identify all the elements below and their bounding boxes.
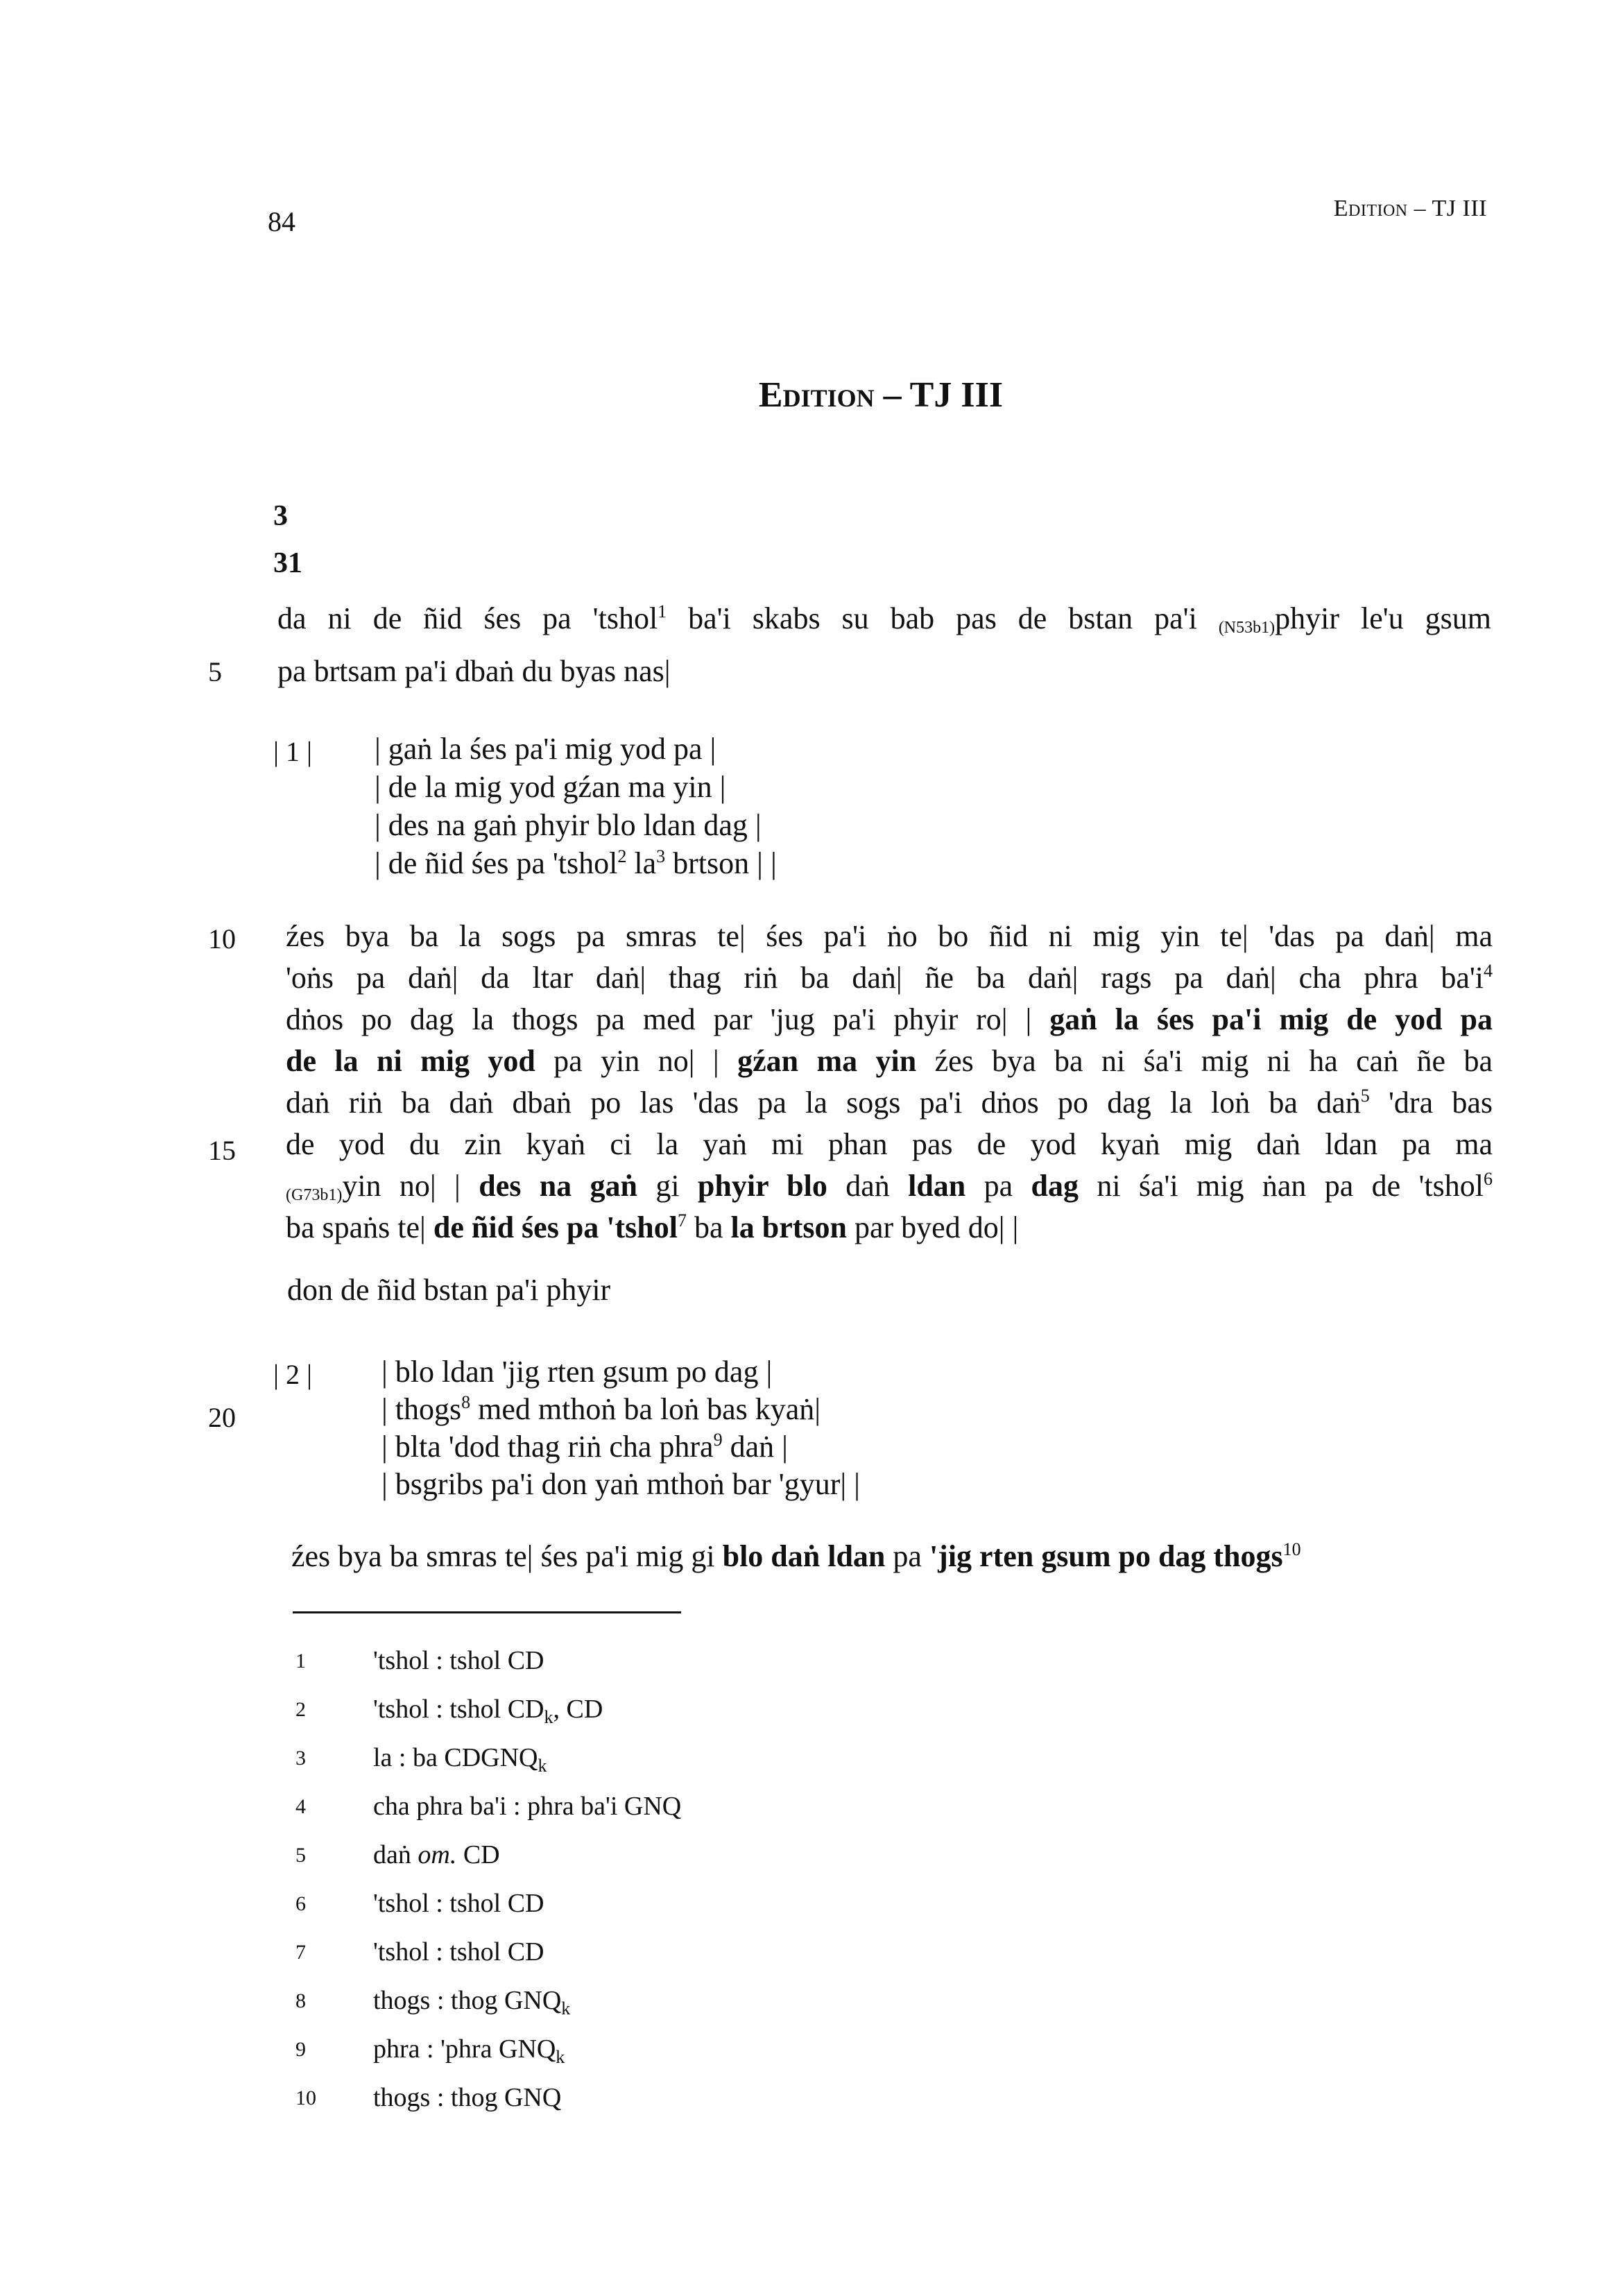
footnote-number: 9 xyxy=(295,2038,306,2061)
text-run: la xyxy=(626,846,657,880)
footnote-number: 8 xyxy=(295,1989,306,2012)
text-line xyxy=(381,1432,788,1462)
text-line xyxy=(375,734,716,764)
footnote-text xyxy=(373,1694,603,1727)
footnote-ref: 8 xyxy=(461,1392,471,1412)
text-run: de yod du zin kyaṅ ci la yaṅ mi phan pas de yod kyaṅ mig daṅ ldan pa ma xyxy=(286,1127,1493,1161)
text-run: ba xyxy=(686,1210,731,1244)
text-run: dṅos po dag la thogs pa med par 'jug pa'i phyir ro| | xyxy=(286,1002,1050,1036)
text-run: ni śa'i mig ṅan pa de 'tshol xyxy=(1078,1169,1484,1203)
subsection-number: 31 xyxy=(273,547,302,579)
line-number: 10 xyxy=(208,923,236,954)
bold-text: blo daṅ ldan xyxy=(722,1539,886,1573)
footnote-ref: 3 xyxy=(656,846,666,866)
footnote-text xyxy=(373,1791,681,1822)
text-run: thogs : thog GNQ xyxy=(373,2083,562,2112)
footnote-text xyxy=(373,1645,544,1676)
footnote-number: 1 xyxy=(295,1650,306,1672)
footnote-text xyxy=(373,2034,565,2067)
bold-text: gźan ma yin xyxy=(737,1044,917,1078)
witness-subscript: k xyxy=(556,2047,565,2067)
text-run: gi xyxy=(637,1169,698,1203)
witness-subscript: k xyxy=(538,1756,547,1776)
folio-siglum: (N53b1) xyxy=(1218,619,1276,637)
text-line xyxy=(286,1169,1493,1204)
text-run: źes bya ba smras te| śes pa'i mig gi xyxy=(291,1539,723,1573)
text-line xyxy=(286,963,1493,993)
text-run: brtson | | xyxy=(665,846,777,880)
page-title: Edition – TJ III xyxy=(758,375,1004,415)
footnote-ref: 10 xyxy=(1282,1539,1301,1559)
bold-text: de la ni mig yod xyxy=(286,1044,535,1078)
running-head: Edition – TJ III xyxy=(1333,196,1487,221)
footnote-ref: 2 xyxy=(617,846,627,866)
line-number: 20 xyxy=(208,1402,236,1433)
text-line xyxy=(277,601,1491,637)
text-run: pa yin no| | xyxy=(535,1044,738,1078)
text-line xyxy=(375,848,777,879)
text-run: la : ba CDGNQ xyxy=(373,1743,538,1772)
text-run: daṅ | xyxy=(722,1430,788,1464)
text-run: | bsgribs pa'i don yaṅ mthoṅ bar 'gyur| | xyxy=(381,1467,860,1501)
text-line xyxy=(286,921,1493,952)
line-number: 5 xyxy=(208,656,222,687)
folio-siglum: (G73b1) xyxy=(286,1186,343,1204)
text-run: med mthoṅ ba loṅ bas kyaṅ| xyxy=(470,1392,821,1426)
bold-text: dag xyxy=(1031,1169,1079,1203)
bold-text: des na gaṅ xyxy=(479,1169,637,1203)
text-run: | de ñid śes pa 'tshol xyxy=(375,846,618,880)
text-run: daṅ xyxy=(373,1840,418,1869)
bold-text: 'jig rten gsum po dag thogs xyxy=(929,1539,1283,1573)
footnote-number: 5 xyxy=(295,1844,306,1867)
verse-marker: | 1 | xyxy=(273,736,313,767)
footnote-number: 4 xyxy=(295,1795,306,1818)
page-number: 84 xyxy=(268,206,295,237)
text-run: | thogs xyxy=(381,1392,462,1426)
text-run: phra : 'phra GNQ xyxy=(373,2034,556,2064)
text-run: pa xyxy=(965,1169,1031,1203)
text-run: cha phra ba'i : phra ba'i GNQ xyxy=(373,1792,682,1821)
bold-text: de ñid śes pa 'tshol xyxy=(433,1210,678,1244)
text-run: 'oṅs pa daṅ| da ltar daṅ| thag riṅ ba daṅ| ñe ba daṅ| rags pa daṅ| cha phra ba'i xyxy=(286,961,1484,995)
text-run: źes bya ba la sogs pa smras te| śes pa'i ṅo bo ñid ni mig yin te| 'das pa daṅ| ma xyxy=(286,919,1493,953)
footnote-number: 10 xyxy=(295,2087,316,2109)
text-run: thogs : thog GNQ xyxy=(373,1986,562,2015)
witness-subscript: k xyxy=(544,1707,553,1727)
footnote-number: 6 xyxy=(295,1892,306,1915)
text-run: par byed do| | xyxy=(847,1210,1019,1244)
text-run: pa xyxy=(885,1539,929,1573)
footnote-text xyxy=(373,1840,500,1870)
text-line xyxy=(375,810,762,841)
section-number: 3 xyxy=(273,500,288,532)
text-run: da ni de ñid śes pa 'tshol xyxy=(277,601,658,635)
text-run: yin no| | xyxy=(342,1169,479,1203)
footnote-ref: 4 xyxy=(1484,961,1493,981)
text-run: CD xyxy=(456,1840,500,1869)
footnote-ref: 9 xyxy=(713,1430,723,1450)
text-line xyxy=(286,1129,1493,1160)
footnote-ref: 6 xyxy=(1484,1169,1493,1189)
footnote-divider xyxy=(293,1611,681,1613)
text-run: , CD xyxy=(553,1695,603,1724)
footnote-ref: 5 xyxy=(1360,1086,1370,1106)
bold-text: ldan xyxy=(908,1169,966,1203)
text-run: daṅ riṅ ba daṅ dbaṅ po las 'das pa la sogs pa'i dṅos po dag la loṅ ba daṅ xyxy=(286,1086,1361,1120)
footnote-number: 3 xyxy=(295,1747,306,1770)
bold-text: la brtson xyxy=(730,1210,847,1244)
footnote-ref: 1 xyxy=(658,601,667,622)
text-run: daṅ xyxy=(827,1169,909,1203)
text-line xyxy=(287,1275,610,1305)
text-run: 'tshol : tshol CD xyxy=(373,1889,544,1918)
text-run: | blta 'dod thag riṅ cha phra xyxy=(381,1430,714,1464)
text-run: | de la mig yod gźan ma yin | xyxy=(375,770,726,804)
text-line xyxy=(286,1046,1493,1077)
witness-subscript: k xyxy=(561,1998,571,2019)
text-run: pa brtsam pa'i dbaṅ du byas nas| xyxy=(277,654,671,688)
footnote-text xyxy=(373,1888,544,1919)
text-line xyxy=(291,1541,1301,1572)
text-line xyxy=(286,1088,1493,1118)
text-run: phyir le'u gsum xyxy=(1275,601,1491,635)
text-line xyxy=(381,1394,821,1425)
line-number: 15 xyxy=(208,1135,236,1166)
text-run: 'tshol : tshol CD xyxy=(373,1695,544,1724)
text-run: | gaṅ la śes pa'i mig yod pa | xyxy=(375,732,716,766)
text-line xyxy=(277,656,671,687)
footnote-text xyxy=(373,1985,571,2019)
text-line xyxy=(375,772,725,803)
verse-marker: | 2 | xyxy=(273,1359,313,1390)
text-line xyxy=(286,1004,1493,1035)
footnote-number: 7 xyxy=(295,1941,306,1964)
text-line xyxy=(381,1469,860,1500)
bold-text: phyir blo xyxy=(697,1169,827,1203)
text-run: | des na gaṅ phyir blo ldan dag | xyxy=(375,808,762,842)
text-line xyxy=(381,1357,772,1387)
footnote-text xyxy=(373,1937,544,1967)
text-line xyxy=(286,1210,1019,1244)
italic-text: om. xyxy=(418,1840,457,1869)
text-run: ba'i skabs su bab pas de bstan pa'i xyxy=(667,601,1219,635)
text-run: źes bya ba ni śa'i mig ni ha caṅ ñe ba xyxy=(916,1044,1493,1078)
text-run: | blo ldan 'jig rten gsum po dag | xyxy=(381,1355,773,1389)
text-run: 'tshol : tshol CD xyxy=(373,1646,544,1675)
footnote-number: 2 xyxy=(295,1698,306,1721)
footnote-text xyxy=(373,2082,561,2113)
bold-text: gaṅ la śes pa'i mig de yod pa xyxy=(1049,1002,1493,1036)
text-run: 'dra bas xyxy=(1369,1086,1493,1120)
text-run: don de ñid bstan pa'i phyir xyxy=(287,1273,611,1307)
text-run: 'tshol : tshol CD xyxy=(373,1937,544,1967)
text-run: ba spaṅs te| xyxy=(286,1210,433,1244)
footnote-text xyxy=(373,1742,547,1776)
footnote-ref: 7 xyxy=(677,1210,687,1231)
